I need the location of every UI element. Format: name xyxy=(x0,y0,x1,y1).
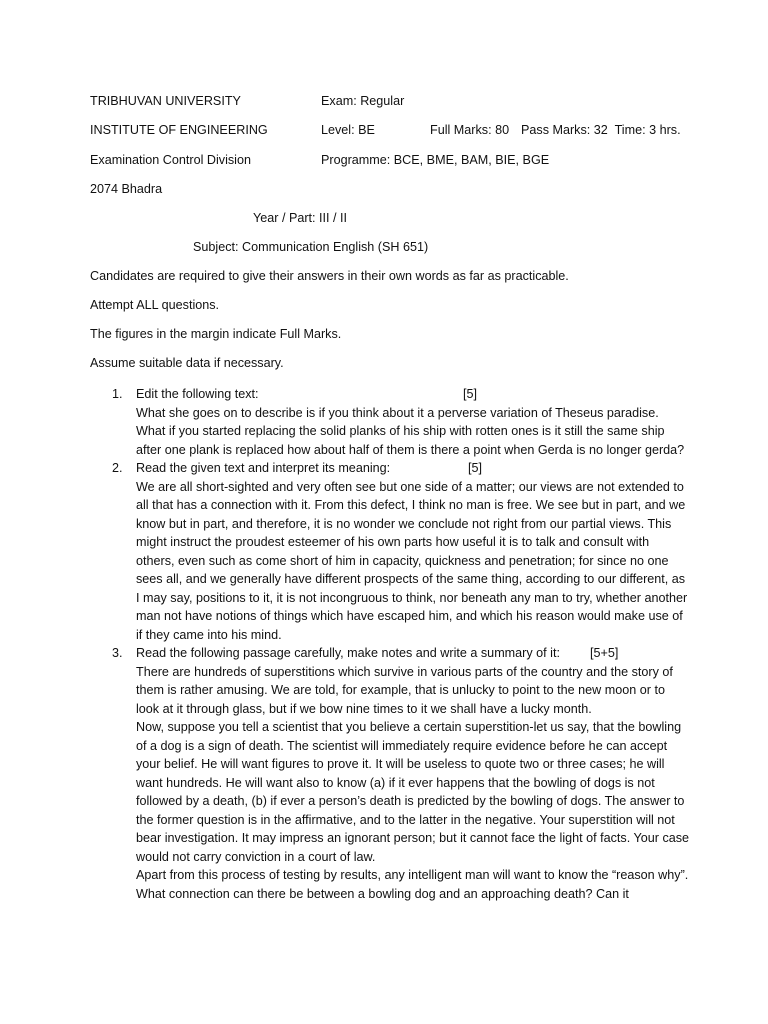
header-row-1 xyxy=(90,93,405,109)
question-prompt: Read the following passage carefully, make notes and write a summary of it: xyxy=(136,646,560,660)
division-name: Examination Control Division xyxy=(90,153,251,167)
pass-marks: Pass Marks: 32 xyxy=(521,123,608,137)
paragraph: What she goes on to describe is if you think about it a perverse variation of Theseus paradise. What if you started replacing the solid planks of his ship with rotten ones is it still the same ship after one plank is replaced how about half of them is there a point when Gerda is no longer gerda? xyxy=(136,405,685,457)
paragraph: Now, suppose you tell a scientist that you believe a certain superstition-let us say, that the bowling of a dog is a sign of death. The scientist will immediately require evidence before he can accept your belief. He will want figures to prove it. It will be useless to quote two or three cases; he will want hundreds. He will want also to know (a) if it ever happens that the bowling of dogs is not followed by a death, (b) if ever a person’s death is predicted by the bowling of dogs. The answer to the former question is in the affirmative, and to the latter in the negative. Your superstition will not bear investigation. It may impress an ignorant person; but it cannot face the light of facts. Your case would not carry conviction in a court of law. xyxy=(136,720,690,864)
question-marks: [5] xyxy=(468,461,483,475)
institute-name: INSTITUTE OF ENGINEERING xyxy=(90,123,268,137)
question-marks: [5+5] xyxy=(590,646,619,660)
university-name: TRIBHUVAN UNIVERSITY xyxy=(90,94,241,108)
question-text xyxy=(136,663,690,904)
pass-marks-time xyxy=(521,122,681,138)
question-number: 3. xyxy=(112,646,123,660)
question-prompt: Read the given text and interpret its meaning: xyxy=(136,461,391,475)
exam-type: Exam: Regular xyxy=(321,94,405,108)
header-row-3 xyxy=(90,152,550,168)
question-text xyxy=(136,404,690,460)
question-3 xyxy=(90,644,690,903)
exam-time: Time: 3 hrs. xyxy=(614,123,681,137)
level: Level: BE xyxy=(321,123,375,137)
instruction-3: The figures in the margin indicate Full Marks. xyxy=(90,327,342,341)
programme: Programme: BCE, BME, BAM, BIE, BGE xyxy=(321,153,550,167)
year-part: Year / Part: III / II xyxy=(253,211,348,225)
full-marks: Full Marks: 80 xyxy=(430,123,510,137)
header-row-2 xyxy=(90,122,681,138)
subject: Subject: Communication English (SH 651) xyxy=(193,240,429,254)
question-list xyxy=(90,385,690,903)
question-2 xyxy=(90,459,690,644)
question-text xyxy=(136,478,690,645)
instruction-4: Assume suitable data if necessary. xyxy=(90,356,284,370)
question-prompt: Edit the following text: xyxy=(136,387,259,401)
question-number: 2. xyxy=(112,461,123,475)
instruction-2: Attempt ALL questions. xyxy=(90,298,220,312)
question-1 xyxy=(90,385,690,459)
question-marks: [5] xyxy=(463,387,478,401)
paragraph: We are all short-sighted and very often see but one side of a matter; our views are not extended to all that has a connection with it. From this defect, I think no man is free. We see but in part, and we know but in part, and therefore, it is no wonder we conclude not right from our partial views. This might instruct the proudest esteemer of his own parts how useful it is to talk and consult with others, even such as come short of him in capacity, quickness and penetration; for since no one sees all, and we generally have different prospects of the same thing, according to our different, as I may say, positions to it, it is not incongruous to think, nor beneath any man to try, whether another man not have notions of things which have escaped him, and which his reason would make use of if they came into his mind. xyxy=(136,479,688,642)
paragraph: There are hundreds of superstitions which survive in various parts of the country and the story of them is rather amusing. We are told, for example, that is unlucky to point to the new moon or to look at it through glass, but if we bow nine times to it we shall have a lucky month. xyxy=(136,664,673,716)
instruction-1: Candidates are required to give their answers in their own words as far as practicable. xyxy=(90,269,569,283)
question-number: 1. xyxy=(112,387,123,401)
paragraph: Apart from this process of testing by results, any intelligent man will want to know the “reason why”. What connection can there be between a bowling dog and an approaching death? Can it xyxy=(136,868,689,901)
exam-date: 2074 Bhadra xyxy=(90,182,163,196)
header-row-4 xyxy=(90,181,162,197)
